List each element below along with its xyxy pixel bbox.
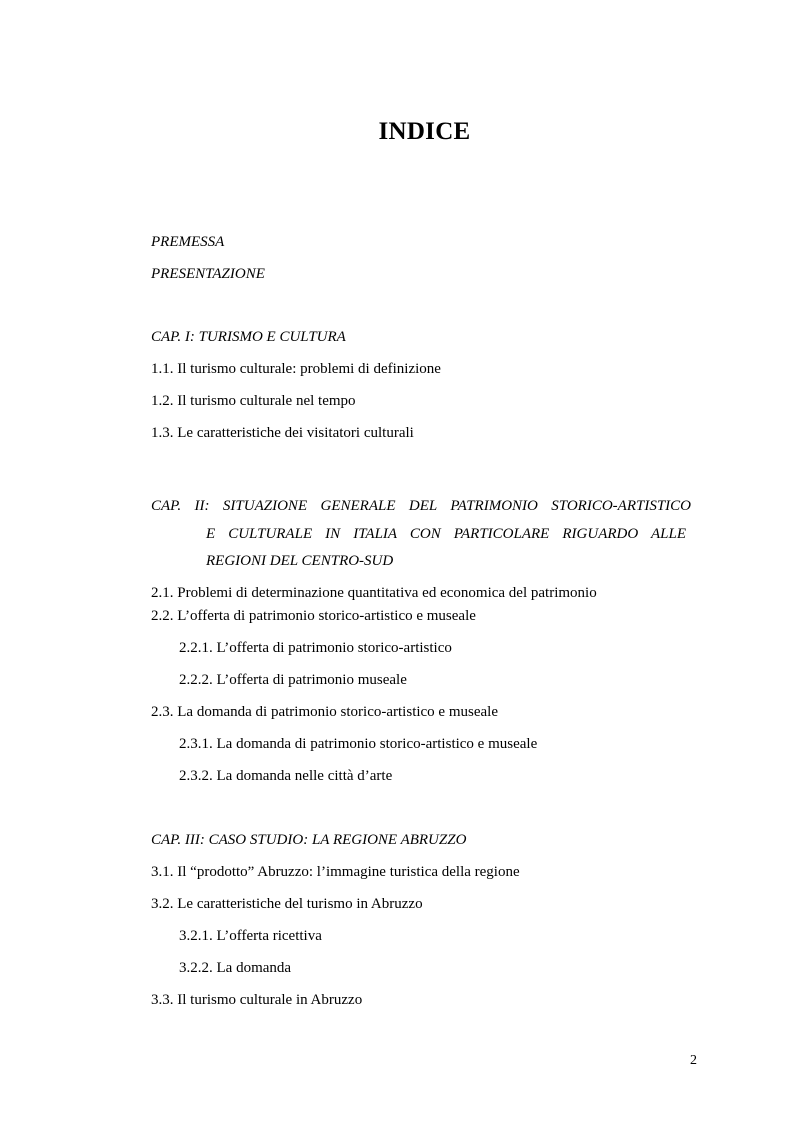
- chapter-3-heading: CAP. III: CASO STUDIO: LA REGIONE ABRUZZO: [151, 832, 467, 848]
- toc-entry-2-3-1: 2.3.1. La domanda di patrimonio storico-artistico e museale: [179, 736, 538, 752]
- toc-entry-1-1: 1.1. Il turismo culturale: problemi di definizione: [151, 361, 441, 377]
- toc-premessa: PREMESSA: [151, 234, 225, 250]
- chapter-1-heading: CAP. I: TURISMO E CULTURA: [151, 329, 346, 345]
- toc-entry-1-3: 1.3. Le caratteristiche dei visitatori culturali: [151, 425, 414, 441]
- toc-entry-2-1: 2.1. Problemi di determinazione quantitativa ed economica del patrimonio: [151, 585, 597, 601]
- chapter-2-heading-cont: [206, 524, 686, 544]
- chapter-2-heading-line-2: E CULTURALE IN ITALIA CON PARTICOLARE RIGUARDO ALLE: [206, 526, 686, 542]
- toc-entry-2-3-2: 2.3.2. La domanda nelle città d’arte: [179, 768, 393, 784]
- toc-entry-3-3: 3.3. Il turismo culturale in Abruzzo: [151, 992, 363, 1008]
- toc-entry-2-2-1: 2.2.1. L’offerta di patrimonio storico-artistico: [179, 640, 452, 656]
- toc-entry-3-2-1: 3.2.1. L’offerta ricettiva: [179, 928, 322, 944]
- toc-entry-2-2-2: 2.2.2. L’offerta di patrimonio museale: [179, 672, 407, 688]
- page-number: 2: [690, 1053, 697, 1068]
- toc-entry-3-2-2: 3.2.2. La domanda: [179, 960, 292, 976]
- chapter-2-heading-line-1: CAP. II: SITUAZIONE GENERALE DEL PATRIMONIO STORICO-ARTISTICO: [151, 498, 691, 514]
- page-title: INDICE: [378, 118, 471, 145]
- toc-entry-3-2: 3.2. Le caratteristiche del turismo in Abruzzo: [151, 896, 423, 912]
- toc-entry-2-2: 2.2. L’offerta di patrimonio storico-artistico e museale: [151, 608, 476, 624]
- chapter-2-heading-line-3: REGIONI DEL CENTRO-SUD: [206, 553, 394, 569]
- toc-entry-1-2: 1.2. Il turismo culturale nel tempo: [151, 393, 356, 409]
- chapter-2-heading: [151, 496, 691, 516]
- toc-presentazione: PRESENTAZIONE: [151, 266, 265, 282]
- toc-entry-3-1: 3.1. Il “prodotto” Abruzzo: l’immagine turistica della regione: [151, 864, 520, 880]
- toc-entry-2-3: 2.3. La domanda di patrimonio storico-artistico e museale: [151, 704, 498, 720]
